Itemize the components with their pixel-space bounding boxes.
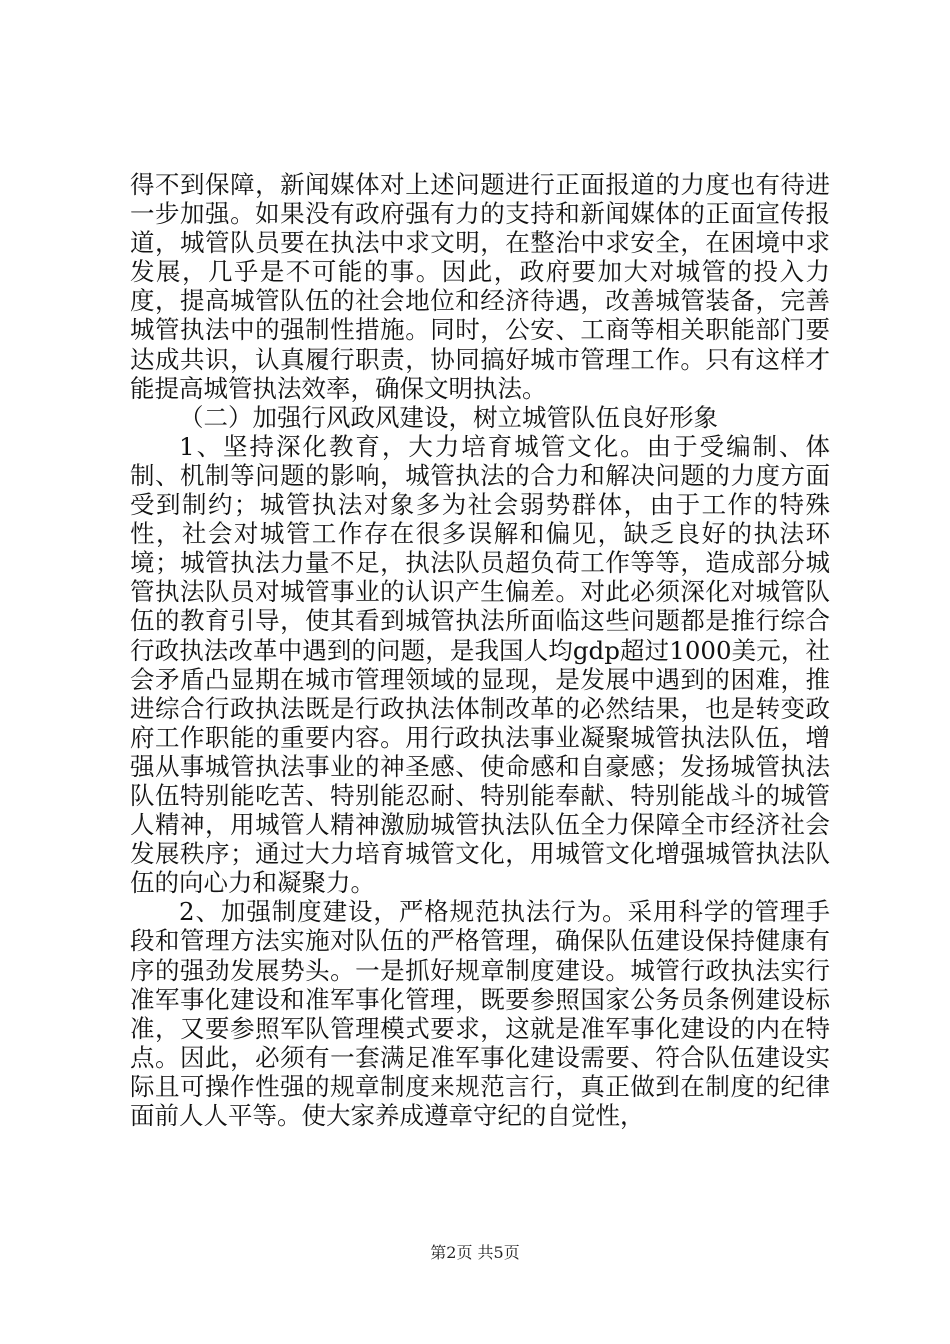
paragraph-continuation: 得不到保障，新闻媒体对上述问题进行正面报道的力度也有待进一步加强。如果没有政府强有力的支持和新闻媒体的正面宣传报道，城管队员要在执法中求文明，在整治中求安全，在困境中求发展，几乎是不可能的事。因此，政府要加大对城管的投入力度，提高城管队伍的社会地位和经济待遇，改善城管装备，完善城管执法中的强制性措施。同时，公安、工商等相关职能部门要达成共识，认真履行职责，协同搞好城市管理工作。只有这样才能提高城管执法效率，确保文明执法。: [130, 170, 830, 403]
section-heading: （二）加强行风政风建设，树立城管队伍良好形象: [179, 402, 718, 432]
paragraph-system: 2、加强制度建设，严格规范执法行为。采用科学的管理手段和管理方法实施对队伍的严格管理，确保队伍建设保持健康有序的强劲发展势头。一是抓好规章制度建设。城管行政执法实行准军事化建设和准军事化管理，既要参照国家公务员条例建设标准，又要参照军队管理模式要求，这就是准军事化建设的内在特点。因此，必须有一套满足准军事化建设需要、符合队伍建设实际且可操作性强的规章制度来规范言行，真正做到在制度的纪律面前人人平等。使大家养成遵章守纪的自觉性，: [130, 897, 830, 1130]
paragraph-culture: 1、坚持深化教育，大力培育城管文化。由于受编制、体制、机制等问题的影响，城管执法的合力和解决问题的力度方面受到制约；城管执法对象多为社会弱势群体，由于工作的特殊性，社会对城管工作存在很多误解和偏见，缺乏良好的执法环境；城管执法力量不足，执法队员超负荷工作等等，造成部分城管执法队员对城管事业的认识产生偏差。对此必须深化对城管队伍的教育引导，使其看到城管执法所面临这些问题都是推行综合行政执法改革中遇到的问题，是我国人均gdp超过1000美元，社会矛盾凸显期在城市管理领域的显现，是发展中遇到的困难，推进综合行政执法既是行政执法体制改革的必然结果，也是转变政府工作职能的重要内容。用行政执法事业凝聚城管执法队伍，增强从事城管执法事业的神圣感、使命感和自豪感；发扬城管执法队伍特别能吃苦、特别能忍耐、特别能奉献、特别能战斗的城管人精神，用城管人精神激励城管执法队伍全力保障全市经济社会发展秩序；通过大力培育城管文化，用城管文化增强城管执法队伍的向心力和凝聚力。: [130, 431, 830, 898]
page-number-footer: 第2页 共5页: [430, 1243, 520, 1262]
body-text: [130, 170, 830, 1130]
